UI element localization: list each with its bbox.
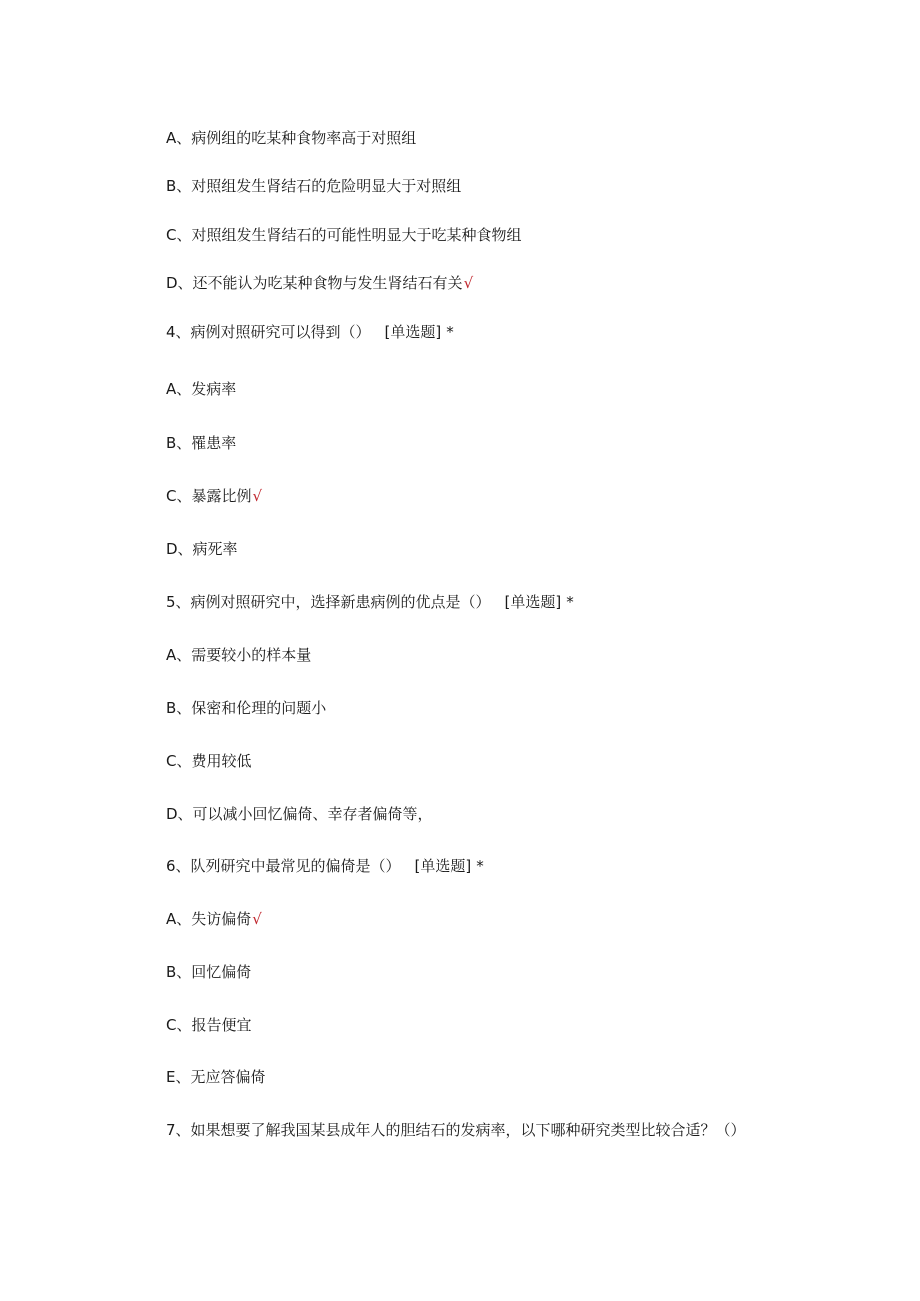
q6-option-b [166,962,251,982]
option-text: D、病死率 [166,540,238,558]
correct-check-icon: √ [252,487,263,505]
q4-stem [166,322,454,342]
q3-option-a [166,128,416,148]
question-type-tag: [单选题] [414,857,472,875]
option-text: C、费用较低 [166,752,252,770]
q4-option-a [166,379,236,399]
question-type-tag: [单选题] [504,593,562,611]
q5-option-a [166,645,311,665]
q6-option-c [166,1015,251,1035]
q5-stem [166,592,574,612]
question-text: 7、如果想要了解我国某县成年人的胆结石的发病率，以下哪种研究类型比较合适？（） [166,1121,746,1139]
option-text: D、可以减小回忆偏倚、幸存者偏倚等， [166,805,433,823]
q3-option-d [166,273,473,293]
option-text: A、需要较小的样本量 [166,646,312,664]
option-text: C、报告便宜 [166,1016,252,1034]
option-text: A、发病率 [166,380,237,398]
question-text: 4、病例对照研究可以得到（） [166,323,371,341]
question-text: 5、病例对照研究中，选择新患病例的优点是（） [166,593,491,611]
question-type-tag: [单选题] [384,323,442,341]
option-text: B、对照组发生肾结石的危险明显大于对照组 [166,177,462,195]
option-text: B、保密和伦理的问题小 [166,699,327,717]
option-text: D、还不能认为吃某种食物与发生肾结石有关 [166,274,463,292]
q4-option-d [166,539,238,559]
q6-option-e [166,1067,265,1087]
option-text: A、病例组的吃某种食物率高于对照组 [166,129,417,147]
q5-option-c [166,751,251,771]
q3-option-c [166,225,521,245]
q5-option-b [166,698,326,718]
required-marker: * [446,323,454,341]
q6-stem [166,856,484,876]
option-text: B、罹患率 [166,434,237,452]
option-text: C、暴露比例 [166,487,252,505]
option-text: A、失访偏倚 [166,910,252,928]
option-text: E、无应答偏倚 [166,1068,266,1086]
q7-stem [166,1120,746,1140]
q4-option-c [166,486,262,506]
correct-check-icon: √ [252,910,262,928]
question-text: 6、队列研究中最常见的偏倚是（） [166,857,401,875]
required-marker: * [476,857,484,875]
required-marker: * [566,593,574,611]
q3-option-b [166,176,461,196]
q6-option-a [166,909,262,929]
correct-check-icon: √ [463,274,474,292]
q4-option-b [166,433,236,453]
option-text: C、对照组发生肾结石的可能性明显大于吃某种食物组 [166,226,522,244]
option-text: B、回忆偏倚 [166,963,252,981]
q5-option-d [166,804,433,824]
